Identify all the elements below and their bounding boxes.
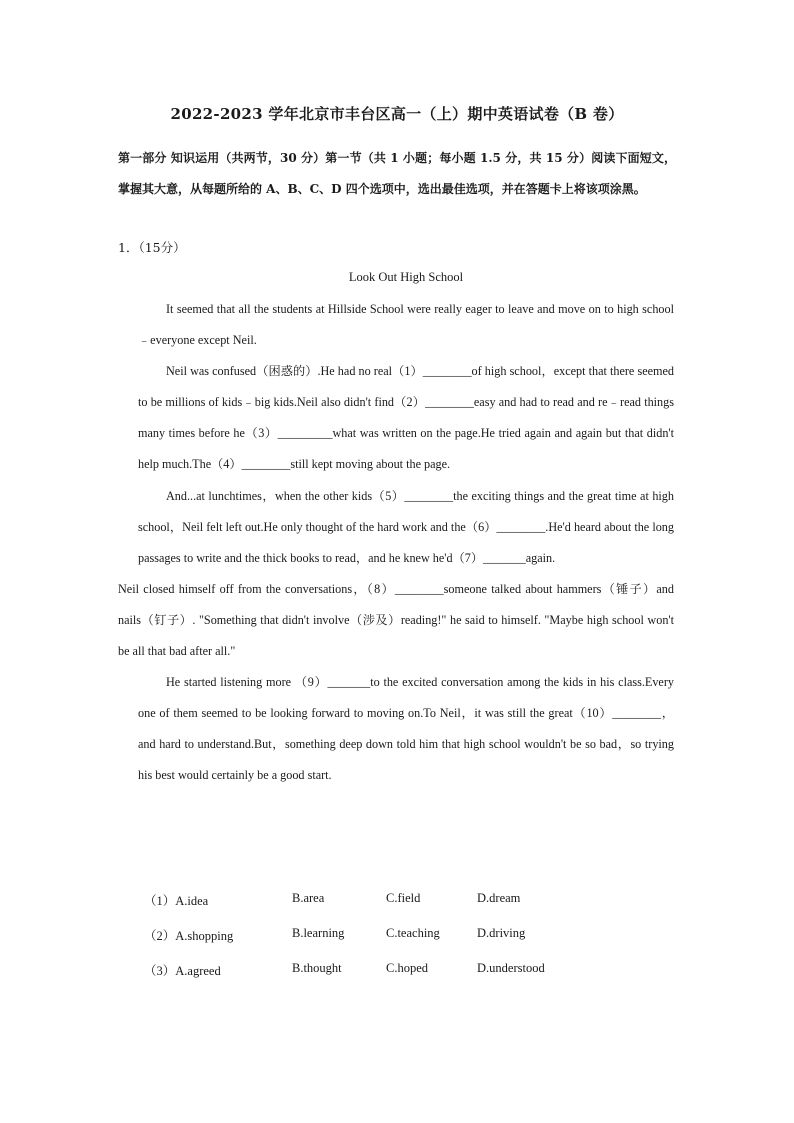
option-1-a: （1）A.idea (144, 894, 209, 908)
option-1-d: D.dream (477, 891, 521, 905)
option-2-b: B.learning (292, 926, 345, 940)
option-3-c: C.hoped (386, 961, 429, 975)
passage-paragraph-1: It seemed that all the students at Hillside School were really eager to leave and move on to high school﹣everyone except Neil. (138, 302, 674, 348)
question-number: 1．（15分） (118, 240, 186, 255)
option-2-c: C.teaching (386, 926, 440, 940)
option-3-b: B.thought (292, 961, 342, 975)
option-1-c: C.field (386, 891, 421, 905)
exam-title: 2022-2023 学年北京市丰台区高一（上）期中英语试卷（B 卷） (170, 105, 624, 123)
option-1-b: B.area (292, 891, 325, 905)
option-3-a: （3）A.agreed (144, 964, 221, 978)
passage-paragraph-4: Neil closed himself off from the conversations，（8）________someone talked about hammers（锤子）and nails（钉子）. "Something that didn't involve（涉及）reading!" he said to himself. "Maybe high school won't be all that bad after all." (118, 581, 674, 659)
passage-paragraph-2: Neil was confused（困惑的）.He had no real（1）________of high school，except that there seemed to be millions of kids﹣big kids.Neil also didn't find（2）________easy and had to read and re﹣read things many times before he（3）_________what was written on the page.He tried again and again but that didn't help much.The（4）________still kept moving about the page. (138, 364, 674, 472)
passage-body (118, 294, 674, 792)
passage-title: Look Out High School (348, 270, 464, 284)
option-2-d: D.driving (477, 926, 526, 940)
option-2-a: （2）A.shopping (144, 929, 234, 943)
section-instructions: 第一部分 知识运用（共两节，30 分）第一节（共 1 小题；每小题 1.5 分，共 15 分）阅读下面短文，掌握其大意，从每题所给的 A、B、C、D 四个选项中，选出最佳选项，并在答题卡上将该项涂黑。 (118, 151, 676, 196)
passage-paragraph-5: He started listening more （9）_______to the excited conversation among the kids in his class.Every one of them seemed to be looking forward to moving on.To Neil，it was still the great（10）________，and hard to understand.But，something deep down told him that high school wouldn't be so bad，so trying his best would certainly be a good start. (138, 675, 674, 783)
option-3-d: D.understood (477, 961, 545, 975)
passage-paragraph-3: And...at lunchtimes，when the other kids（5）________the exciting things and the great time at high school，Neil felt left out.He only thought of the hard work and the（6）________.He'd heard about the long passages to write and the thick books to read，and he knew he'd（7）_______again. (138, 488, 674, 565)
